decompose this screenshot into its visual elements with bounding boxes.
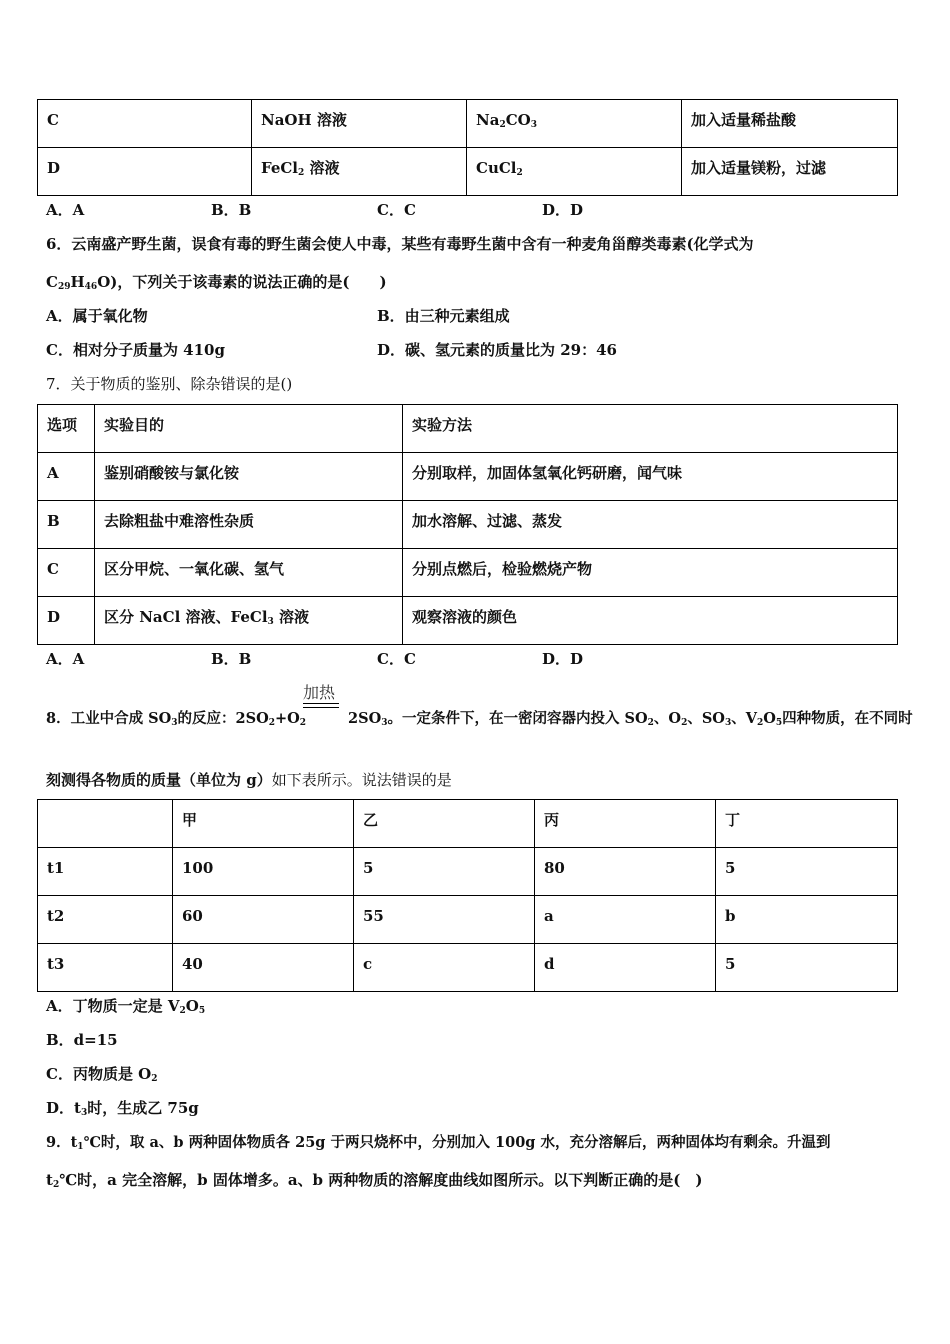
q8-table bbox=[37, 799, 898, 992]
table-row bbox=[38, 501, 898, 549]
table-header-cell: 丙 bbox=[535, 800, 716, 848]
table-cell: 80 bbox=[535, 848, 716, 896]
table-cell: 区分 NaCl 溶液、FeCl$_3$ 溶液 bbox=[95, 597, 403, 645]
table-cell: c bbox=[354, 944, 535, 992]
table-header-cell: 实验方法 bbox=[403, 405, 898, 453]
table-row bbox=[38, 896, 898, 944]
table-row bbox=[38, 453, 898, 501]
table-header-cell: 甲 bbox=[173, 800, 354, 848]
option-b[interactable]: B．B bbox=[211, 201, 252, 219]
option-b[interactable]: B．B bbox=[211, 650, 252, 668]
table-cell: 60 bbox=[173, 896, 354, 944]
option-c[interactable]: C．C bbox=[377, 650, 416, 668]
table-header-cell: 选项 bbox=[38, 405, 95, 453]
q7-table bbox=[37, 404, 898, 645]
table-cell: 55 bbox=[354, 896, 535, 944]
table-cell: 加水溶解、过滤、蒸发 bbox=[403, 501, 898, 549]
q9-stem-line1: 9．$t_1℃$时，取 a、b 两种固体物质各 25g 于两只烧杯中，分别加入 100g 水，充分溶解后，两种固体均有剩余。升温到 bbox=[46, 1134, 831, 1152]
table-cell: 加入适量稀盐酸 bbox=[682, 100, 898, 148]
table-cell: 5 bbox=[354, 848, 535, 896]
table-cell: 区分甲烷、一氧化碳、氢气 bbox=[95, 549, 403, 597]
option-d[interactable]: D．D bbox=[542, 201, 584, 219]
q6-stem-line1: 6．云南盛产野生菌，误食有毒的野生菌会使人中毒，某些有毒野生菌中含有一种麦角甾醇类毒素(化学式为 bbox=[46, 235, 754, 253]
q8-stem-line2: 刻测得各物质的质量（单位为 g）如下表所示。说法错误的是 bbox=[46, 771, 452, 789]
q9-stem-line2: $t_2℃$时，a 完全溶解，b 固体增多。a、b 两种物质的溶解度曲线如图所示。以下判断正确的是( ) bbox=[46, 1171, 703, 1190]
reaction-condition: 加热 bbox=[303, 683, 336, 702]
table-cell: C bbox=[38, 100, 252, 148]
table-cell: $Na_2CO_3$ bbox=[467, 100, 682, 148]
table-cell: t1 bbox=[38, 848, 173, 896]
option-d[interactable]: D．D bbox=[542, 650, 584, 668]
table-cell: 分别点燃后，检验燃烧产物 bbox=[403, 549, 898, 597]
table-cell: 去除粗盐中难溶性杂质 bbox=[95, 501, 403, 549]
table-row bbox=[38, 848, 898, 896]
table-row bbox=[38, 100, 898, 148]
table-cell: D bbox=[38, 597, 95, 645]
table-cell: 鉴别硝酸铵与氯化铵 bbox=[95, 453, 403, 501]
table-cell: 观察溶液的颜色 bbox=[403, 597, 898, 645]
table-header-cell: 丁 bbox=[716, 800, 898, 848]
option-a[interactable]: A．A bbox=[46, 650, 85, 668]
table-cell: FeCl$_2$ 溶液 bbox=[252, 148, 467, 196]
table-cell: 40 bbox=[173, 944, 354, 992]
table-cell: 5 bbox=[716, 848, 898, 896]
table-header-cell: 实验目的 bbox=[95, 405, 403, 453]
table-cell: d bbox=[535, 944, 716, 992]
q8-option-a[interactable]: A．丁物质一定是 $V_2O_5$ bbox=[46, 997, 206, 1016]
q7-stem: 7．关于物质的鉴别、除杂错误的是() bbox=[46, 375, 293, 393]
q8-option-b[interactable]: B．d=15 bbox=[46, 1031, 118, 1049]
q8-option-d[interactable]: D．$t_3$时，生成乙 75g bbox=[46, 1099, 199, 1118]
table-header-cell bbox=[38, 800, 173, 848]
table-row bbox=[38, 944, 898, 992]
table-cell: B bbox=[38, 501, 95, 549]
q8-option-c[interactable]: C．丙物质是 $O_2$ bbox=[46, 1065, 158, 1084]
table-cell: b bbox=[716, 896, 898, 944]
table-header-row bbox=[38, 405, 898, 453]
table-cell: 100 bbox=[173, 848, 354, 896]
table-cell: t2 bbox=[38, 896, 173, 944]
option-a[interactable]: A．A bbox=[46, 201, 85, 219]
table-cell: C bbox=[38, 549, 95, 597]
q6-stem-line2: $C_{29}H_{46}O$)，下列关于该毒素的说法正确的是( ) bbox=[46, 273, 387, 292]
q6-option-a[interactable]: A．属于氧化物 bbox=[46, 307, 148, 325]
table-cell: D bbox=[38, 148, 252, 196]
q8-stem-line1: 8．工业中合成 $SO_3$的反应：$2SO_2+O_2$ $2SO_3$。一定条件下，在一密闭容器内投入 $SO_2$、$O_2$、$SO_3$、$V_2O_5$四种物质，在不同时 bbox=[46, 710, 913, 728]
table-row bbox=[38, 549, 898, 597]
table-row bbox=[38, 148, 898, 196]
table-cell: NaOH 溶液 bbox=[252, 100, 467, 148]
q6-option-c[interactable]: C．相对分子质量为 410g bbox=[46, 341, 225, 359]
table-continued bbox=[37, 99, 898, 196]
table-cell: 加入适量镁粉，过滤 bbox=[682, 148, 898, 196]
table-header-cell: 乙 bbox=[354, 800, 535, 848]
q6-option-b[interactable]: B．由三种元素组成 bbox=[377, 307, 510, 325]
table-cell: A bbox=[38, 453, 95, 501]
table-cell: a bbox=[535, 896, 716, 944]
table-header-row bbox=[38, 800, 898, 848]
q6-option-d[interactable]: D．碳、氢元素的质量比为 29：46 bbox=[377, 341, 617, 359]
table-cell: t3 bbox=[38, 944, 173, 992]
table-cell: 5 bbox=[716, 944, 898, 992]
table-cell: CuCl$_2$ bbox=[467, 148, 682, 196]
equilibrium-line bbox=[303, 703, 339, 704]
table-row bbox=[38, 597, 898, 645]
option-c[interactable]: C．C bbox=[377, 201, 416, 219]
table-cell: 分别取样，加固体氢氧化钙研磨，闻气味 bbox=[403, 453, 898, 501]
